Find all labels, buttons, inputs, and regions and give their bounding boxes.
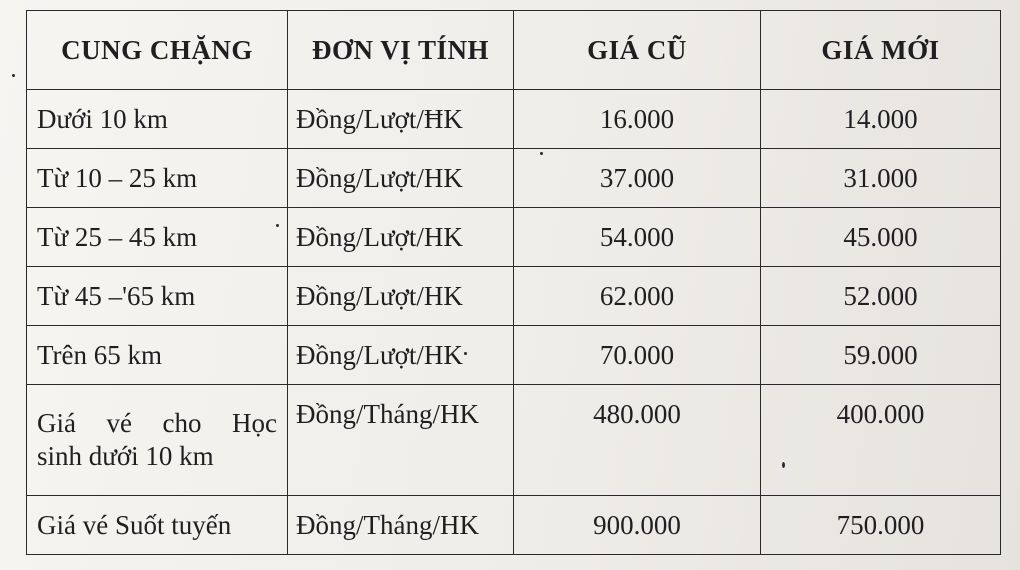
unit-cell: Đồng/Lượt/ĦK	[288, 90, 514, 149]
unit-cell: Đồng/Lượt/HK	[288, 149, 514, 208]
table-row	[27, 267, 1001, 326]
new-price-cell: 750.000	[761, 496, 1001, 555]
old-price-cell: 16.000	[514, 90, 761, 149]
header-new-price: GIÁ MỚI	[761, 11, 1001, 90]
unit-cell: Đồng/Lượt/HK	[288, 326, 514, 385]
route-cell: Dưới 10 km	[27, 90, 288, 149]
old-price-cell: 62.000	[514, 267, 761, 326]
table-header-row	[27, 11, 1001, 90]
new-price-cell: 59.000	[761, 326, 1001, 385]
old-price-cell: 37.000	[514, 149, 761, 208]
route-line-2: sinh dưới 10 km	[37, 441, 214, 471]
new-price-cell: 14.000	[761, 90, 1001, 149]
new-price-cell: 52.000	[761, 267, 1001, 326]
new-price-cell: 45.000	[761, 208, 1001, 267]
old-price-cell: 480.000	[514, 385, 761, 496]
header-unit: ĐƠN VỊ TÍNH	[288, 11, 514, 90]
route-cell: Giá vé Suốt tuyến	[27, 496, 288, 555]
unit-cell: Đồng/Tháng/HK	[288, 496, 514, 555]
ink-speck	[782, 462, 785, 468]
unit-cell: Đồng/Tháng/HK	[288, 385, 514, 496]
header-route: CUNG CHẶNG	[27, 11, 288, 90]
ink-speck	[540, 152, 543, 155]
header-old-price: GIÁ CŨ	[514, 11, 761, 90]
route-line-1: Giá vé cho Học	[37, 408, 277, 438]
old-price-cell: 70.000	[514, 326, 761, 385]
old-price-cell: 900.000	[514, 496, 761, 555]
unit-cell: Đồng/Lượt/HK	[288, 208, 514, 267]
table-row	[27, 90, 1001, 149]
fare-table	[26, 10, 1001, 555]
new-price-cell: 31.000	[761, 149, 1001, 208]
table-row	[27, 149, 1001, 208]
unit-cell: Đồng/Lượt/HK	[288, 267, 514, 326]
route-cell: Trên 65 km	[27, 326, 288, 385]
route-cell: Từ 45 –'65 km	[27, 267, 288, 326]
table-row	[27, 208, 1001, 267]
ink-speck	[464, 352, 467, 355]
table-row	[27, 385, 1001, 496]
table-row	[27, 326, 1001, 385]
ink-speck	[276, 224, 279, 227]
ink-speck	[12, 74, 15, 77]
new-price-cell: 400.000	[761, 385, 1001, 496]
route-cell	[27, 385, 288, 496]
table-row	[27, 496, 1001, 555]
route-cell: Từ 10 – 25 km	[27, 149, 288, 208]
old-price-cell: 54.000	[514, 208, 761, 267]
route-cell: Từ 25 – 45 km	[27, 208, 288, 267]
